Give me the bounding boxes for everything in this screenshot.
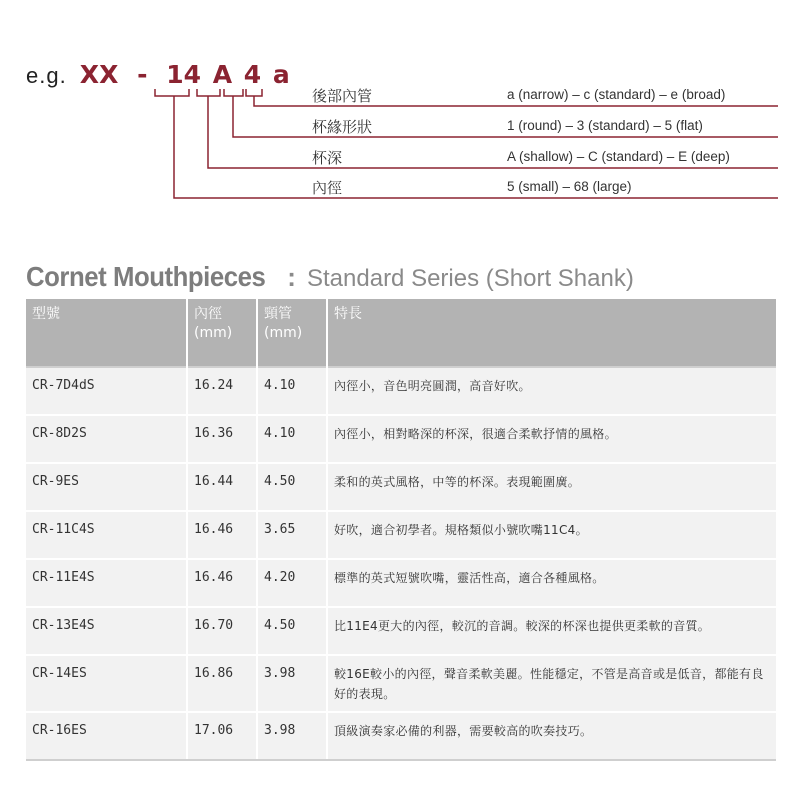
cell-model: CR-7D4dS <box>26 367 187 415</box>
cell-model: CR-8D2S <box>26 415 187 463</box>
table-row <box>26 511 776 559</box>
cell-inner-diameter: 16.36 <box>187 415 257 463</box>
header-inner-diameter: 內徑 (mm) <box>187 299 257 367</box>
cell-feature: 較16E較小的內徑，聲音柔軟美麗。性能穩定，不管是高音或是低音，都能有良好的表現。 <box>327 655 776 712</box>
code-part-rim-shape: 4 <box>243 60 262 89</box>
table-row <box>26 463 776 511</box>
cell-model: CR-11E4S <box>26 559 187 607</box>
legend-row-inner-diameter <box>310 176 780 200</box>
example-prefix: e.g. <box>26 63 67 88</box>
section-subtitle: Standard Series (Short Shank) <box>307 265 634 292</box>
cell-neck: 4.50 <box>257 463 327 511</box>
table-row <box>26 415 776 463</box>
example-code <box>72 60 290 89</box>
cell-neck: 4.10 <box>257 415 327 463</box>
code-part-dash: - <box>137 60 148 89</box>
legend-label: 杯緣形狀 <box>312 118 373 136</box>
cell-model: CR-14ES <box>26 655 187 712</box>
cell-inner-diameter: 16.24 <box>187 367 257 415</box>
legend-label: 後部內管 <box>312 87 373 105</box>
cell-inner-diameter: 16.46 <box>187 511 257 559</box>
table-row <box>26 559 776 607</box>
cell-model: CR-16ES <box>26 712 187 760</box>
section-title-main: Cornet Mouthpieces <box>26 261 266 292</box>
cell-inner-diameter: 16.44 <box>187 463 257 511</box>
cell-feature: 內徑小，音色明亮圓潤，高音好吹。 <box>327 367 776 415</box>
legend-row-cup-depth <box>310 146 780 170</box>
cell-neck: 4.10 <box>257 367 327 415</box>
header-model: 型號 <box>26 299 187 367</box>
example-code-line <box>26 60 290 89</box>
code-part-inner-diameter: 14 <box>166 60 201 89</box>
cell-model: CR-9ES <box>26 463 187 511</box>
cell-feature: 柔和的英式風格，中等的杯深。表現範圍廣。 <box>327 463 776 511</box>
table-row <box>26 655 776 712</box>
cell-feature: 內徑小，相對略深的杯深，很適合柔軟抒情的風格。 <box>327 415 776 463</box>
legend-row-rim-shape <box>310 115 780 139</box>
cell-neck: 4.20 <box>257 559 327 607</box>
cell-feature: 標準的英式短號吹嘴，靈活性高，適合各種風格。 <box>327 559 776 607</box>
section-title-colon: : <box>287 262 296 292</box>
legend-desc: a (narrow) – c (standard) – e (broad) <box>507 87 726 102</box>
cell-inner-diameter: 16.70 <box>187 607 257 655</box>
cell-neck: 4.50 <box>257 607 327 655</box>
cell-feature: 比11E4更大的內徑，較沉的音調。較深的杯深也提供更柔軟的音質。 <box>327 607 776 655</box>
cell-model: CR-11C4S <box>26 511 187 559</box>
code-part-backbore: a <box>272 60 290 89</box>
legend-label: 杯深 <box>312 149 343 167</box>
table-row <box>26 607 776 655</box>
cell-feature: 好吹，適合初學者。規格類似小號吹嘴11C4。 <box>327 511 776 559</box>
cell-model: CR-13E4S <box>26 607 187 655</box>
section-title <box>26 261 634 293</box>
cell-inner-diameter: 17.06 <box>187 712 257 760</box>
cell-neck: 3.65 <box>257 511 327 559</box>
table-header-row <box>26 299 776 367</box>
legend-label: 內徑 <box>312 179 343 197</box>
legend-desc: A (shallow) – C (standard) – E (deep) <box>507 149 730 164</box>
legend-desc: 1 (round) – 3 (standard) – 5 (flat) <box>507 118 703 133</box>
cell-neck: 3.98 <box>257 712 327 760</box>
table-row <box>26 367 776 415</box>
legend-desc: 5 (small) – 68 (large) <box>507 179 632 194</box>
cell-inner-diameter: 16.46 <box>187 559 257 607</box>
cell-feature: 頂級演奏家必備的利器，需要較高的吹奏技巧。 <box>327 712 776 760</box>
table-row <box>26 712 776 760</box>
cell-inner-diameter: 16.86 <box>187 655 257 712</box>
code-part-series: XX <box>79 60 119 89</box>
mouthpiece-spec-table <box>26 299 776 761</box>
header-neck: 頸管 (mm) <box>257 299 327 367</box>
header-feature: 特長 <box>327 299 776 367</box>
cell-neck: 3.98 <box>257 655 327 712</box>
legend-row-backbore <box>310 84 780 108</box>
code-part-cup-depth: A <box>212 60 233 89</box>
